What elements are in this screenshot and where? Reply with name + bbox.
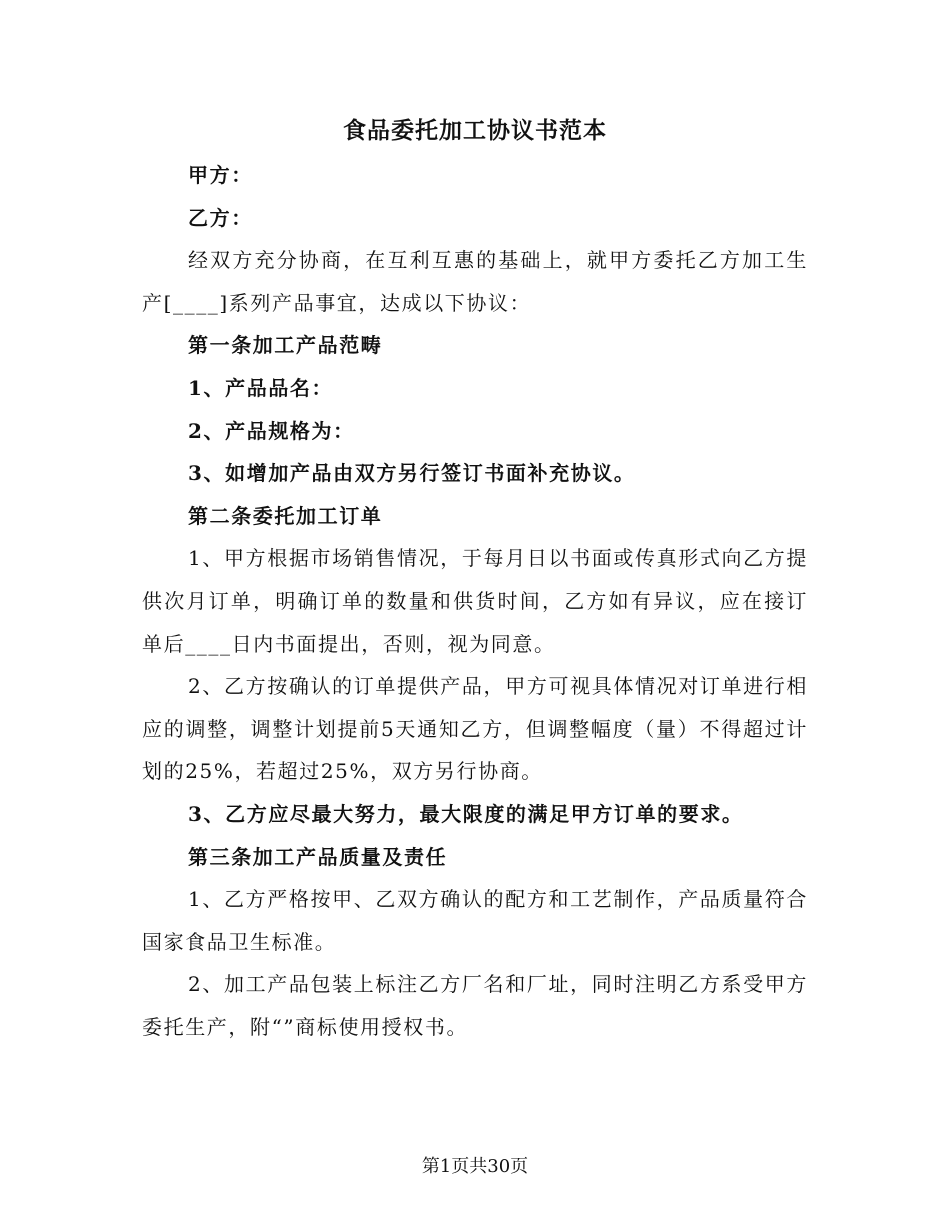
party-a-line: 甲方： — [188, 163, 253, 187]
document-body — [142, 154, 808, 1048]
article-1-item-1: 1、产品品名： — [188, 375, 334, 400]
article-1-item-3: 3、如增加产品由双方另行签订书面补充协议。 — [188, 461, 636, 486]
article-3-item-2: 2、加工产品包装上标注乙方厂名和厂址，同时注明乙方系受甲方委托生产，附“”商标使用授权书。 — [142, 972, 808, 1039]
party-b-line: 乙方： — [188, 205, 253, 230]
article-2-heading: 第二条委托加工订单 — [188, 503, 383, 528]
article-2-item-1: 1、甲方根据市场销售情况，于每月日以书面或传真形式向乙方提供次月订单，明确订单的数量和供货时间，乙方如有异议，应在接订单后____日内书面提出，否则，视为同意。 — [142, 546, 808, 656]
article-3-heading: 第三条加工产品质量及责任 — [188, 844, 448, 869]
article-1-heading: 第一条加工产品范畴 — [188, 333, 383, 358]
preamble-paragraph: 经双方充分协商，在互利互惠的基础上，就甲方委托乙方加工生产[____]系列产品事宜，达成以下协议： — [142, 248, 808, 315]
article-2-item-2: 2、乙方按确认的订单提供产品，甲方可视具体情况对订单进行相应的调整，调整计划提前5天通知乙方，但调整幅度（量）不得超过计划的25%，若超过25%，双方另行协商。 — [142, 674, 808, 784]
page-number-footer: 第1页共30页 — [421, 1156, 529, 1177]
article-1-item-2: 2、产品规格为： — [188, 418, 355, 443]
article-3-item-1: 1、乙方严格按甲、乙双方确认的配方和工艺制作，产品质量符合国家食品卫生标准。 — [142, 887, 808, 954]
article-2-item-3: 3、乙方应尽最大努力，最大限度的满足甲方订单的要求。 — [188, 801, 744, 826]
document-title: 食品委托加工协议书范本 — [343, 117, 607, 144]
